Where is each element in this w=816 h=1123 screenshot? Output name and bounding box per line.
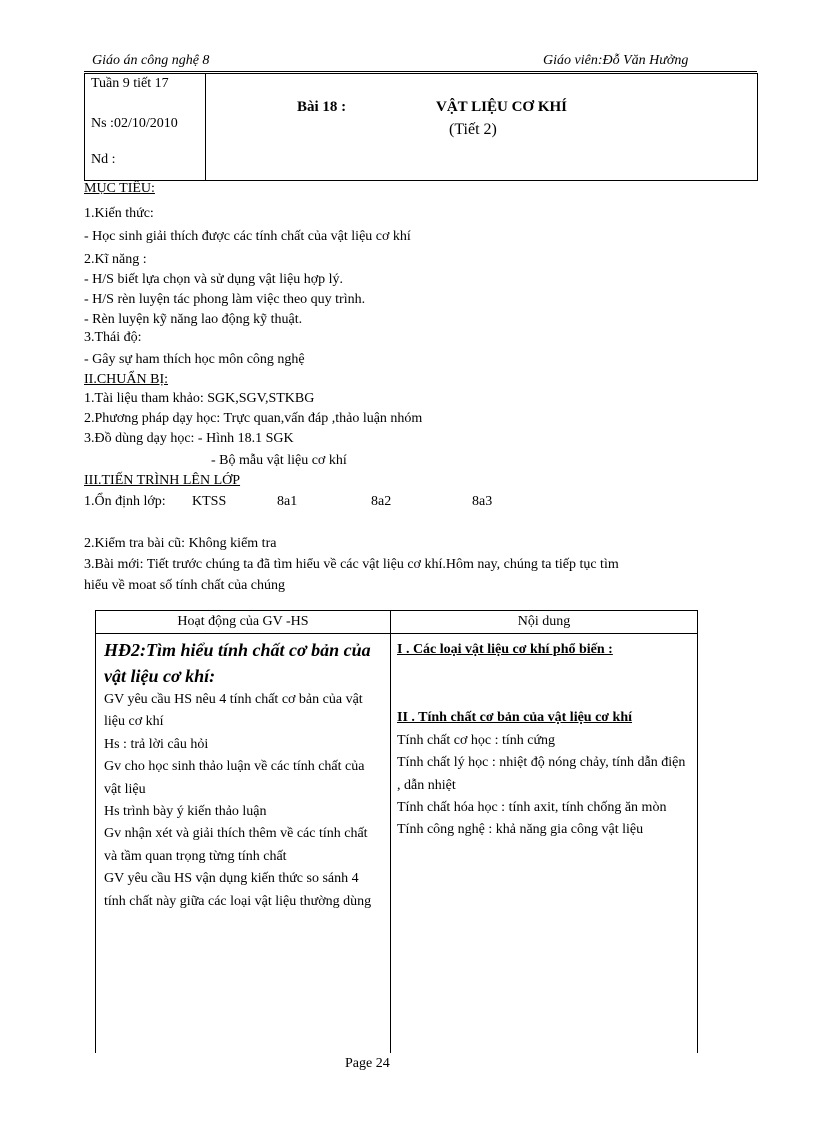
content-line: Tính chất lý học : nhiệt độ nóng chảy, tính dẫn điện , dẫn nhiệt	[397, 755, 686, 793]
activity-line: Hs : trả lời câu hỏi	[104, 736, 209, 752]
objectives-heading: MỤC TIÊU:	[84, 181, 155, 196]
class-label: 1.Ổn định lớp:	[84, 494, 166, 509]
header-right: Giáo viên:Đỗ Văn Hưởng	[543, 53, 689, 68]
column-header-activities: Hoạt động của GV -HS	[177, 614, 309, 629]
knowledge-heading: 1.Kiến thức:	[84, 206, 154, 221]
content-heading-1: I . Các loại vật liệu cơ khí phổ biến :	[397, 642, 613, 657]
activity-line: GV yêu cầu HS nêu 4 tính chất cơ bản của vật liệu cơ khí	[104, 692, 363, 730]
class-col-ktss: KTSS	[192, 494, 227, 509]
new-lesson-line-1: 3.Bài mới: Tiết trước chúng ta đã tìm hiểu về các vật liệu cơ khí.Hôm nay, chúng ta tiếp tục tìm	[84, 557, 619, 572]
table-column-divider	[390, 611, 391, 1053]
content-column	[397, 639, 689, 842]
date-prepared: Ns :02/10/2010	[91, 116, 178, 131]
skill-item: - Rèn luyện kỹ năng lao động kỹ thuật.	[84, 312, 303, 327]
activity-line: Gv nhận xét và giải thích thêm về các tính chất và tầm quan trọng từng tính chất	[104, 826, 368, 864]
knowledge-item: - Học sinh giải thích được các tính chất của vật liệu cơ khí	[84, 229, 411, 244]
activity-line: GV yêu cầu HS vận dụng kiến thức so sánh 4 tính chất này giữa các loại vật liệu thường dùng	[104, 871, 372, 909]
preparation-item-cont: - Bộ mẫu vật liệu cơ khí	[211, 453, 347, 468]
skills-heading: 2.Kĩ năng :	[84, 252, 147, 267]
skill-item: - H/S rèn luyện tác phong làm việc theo quy trình.	[84, 292, 366, 307]
content-heading-2: II . Tính chất cơ bản của vật liệu cơ khí	[397, 710, 633, 726]
preparation-item: 3.Đồ dùng dạy học: - Hình 18.1 SGK	[84, 431, 294, 446]
column-header-content: Nội dung	[517, 614, 571, 629]
week-label: Tuần 9 tiết 17	[91, 76, 169, 91]
content-spacer	[397, 661, 689, 707]
activity-table	[95, 610, 698, 1053]
preparation-item: 2.Phương pháp dạy học: Trực quan,vấn đáp ,thảo luận nhóm	[84, 411, 423, 426]
preparation-heading: II.CHUẨN BỊ:	[84, 372, 168, 387]
class-col-8a3: 8a3	[472, 494, 493, 509]
class-col-8a2: 8a2	[371, 494, 392, 509]
lesson-part: (Tiết 2)	[449, 121, 497, 138]
activity-title: HĐ2:Tìm hiểu tính chất cơ bản của vật liệu cơ khí:	[104, 640, 371, 686]
new-lesson-line-2: hiểu về moat số tính chất của chúng	[84, 578, 285, 593]
lesson-number: Bài 18 :	[297, 99, 347, 115]
preparation-item: 1.Tài liệu tham khảo: SGK,SGV,STKBG	[84, 391, 315, 406]
skill-item: - H/S biết lựa chọn và sử dụng vật liệu hợp lý.	[84, 272, 343, 287]
page-number: Page 24	[345, 1056, 390, 1071]
content-line: Tính chất hóa học : tính axit, tính chống ăn mòn	[397, 800, 667, 816]
attitude-item: - Gây sự ham thích học môn công nghệ	[84, 352, 305, 367]
content-line: Tính công nghệ : khả năng gia công vật liệu	[397, 822, 644, 838]
title-box	[84, 73, 758, 181]
content-line: Tính chất cơ học : tính cứng	[397, 732, 556, 748]
activity-column	[104, 637, 376, 913]
activity-line: Hs trình bày ý kiến thảo luận	[104, 804, 267, 820]
process-heading: III.TIẾN TRÌNH LÊN LỚP	[84, 473, 241, 488]
lesson-title: VẬT LIỆU CƠ KHÍ	[436, 99, 568, 115]
header-rule	[84, 71, 757, 72]
check-old: 2.Kiểm tra bài cũ: Không kiểm tra	[84, 536, 277, 551]
date-taught: Nd :	[91, 152, 116, 167]
title-box-divider	[205, 74, 206, 180]
table-header-rule	[96, 633, 697, 634]
attitude-heading: 3.Thái độ:	[84, 330, 142, 345]
activity-line: Gv cho học sinh thảo luận về các tính chất của vật liệu	[104, 759, 365, 797]
header-left: Giáo án công nghệ 8	[92, 53, 210, 68]
class-col-8a1: 8a1	[277, 494, 298, 509]
